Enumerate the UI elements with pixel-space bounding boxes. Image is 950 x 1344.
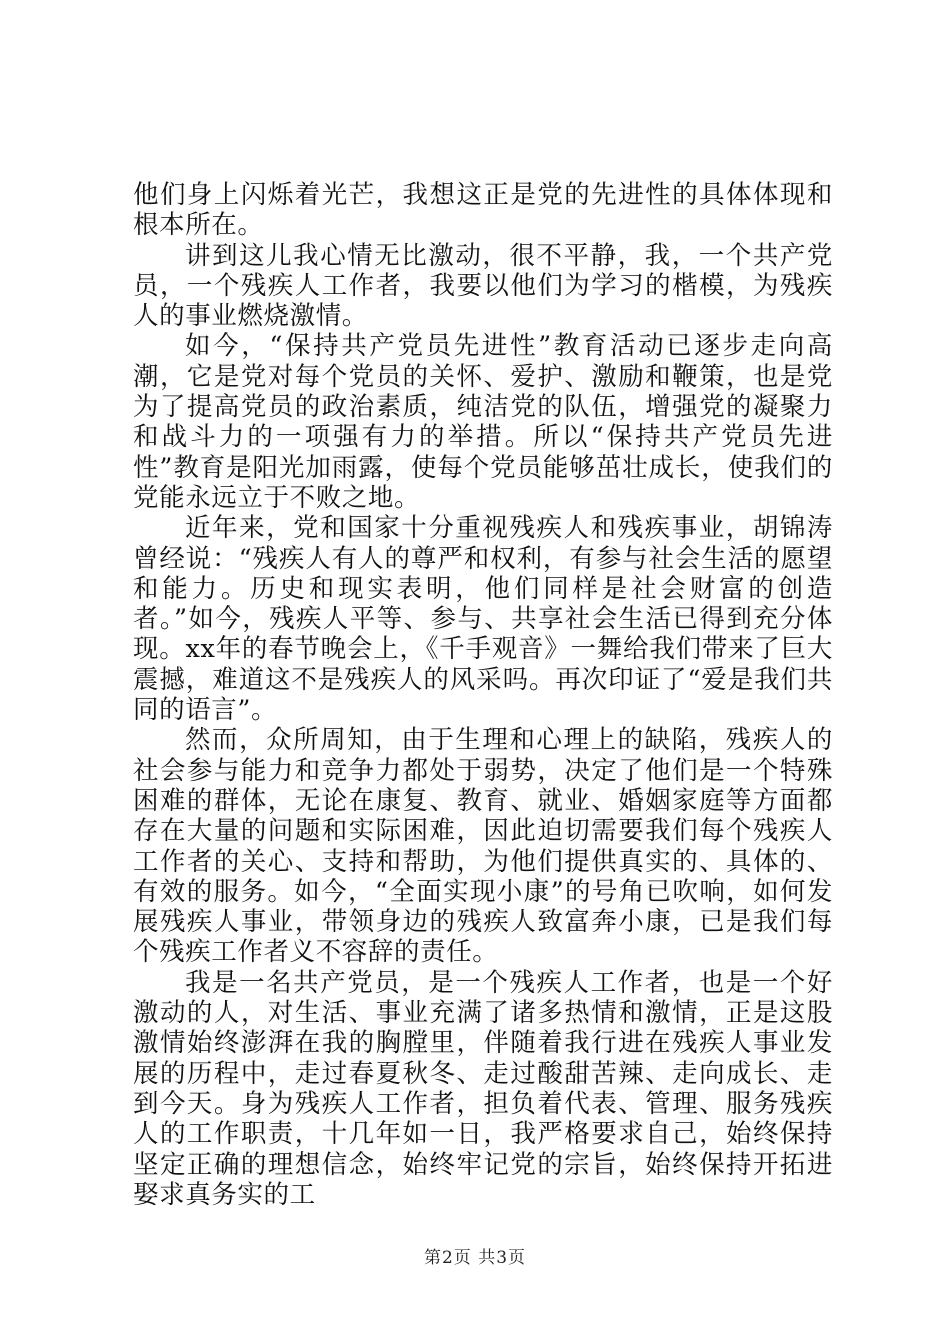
document-body	[133, 180, 833, 1210]
page-footer: 第2页 共3页	[423, 1248, 527, 1268]
paragraph-5: 然而，众所周知，由于生理和心理上的缺陷，残疾人的社会参与能力和竞争力都处于弱势，决定了他们是一个特殊困难的群体，无论在康复、教育、就业、婚姻家庭等方面都存在大量的问题和实际困难，因此迫切需要我们每个残疾人工作者的关心、支持和帮助，为他们提供真实的、具体的、有效的服务。如今，“全面实现小康”的号角已吹响，如何发展残疾人事业，带领身边的残疾人致富奔小康，已是我们每个残疾工作者义不容辞的责任。	[133, 725, 833, 968]
paragraph-6: 我是一名共产党员，是一个残疾人工作者，也是一个好激动的人，对生活、事业充满了诸多热情和激情，正是这股激情始终澎湃在我的胸膛里，伴随着我行进在残疾人事业发展的历程中，走过春夏秋冬、走过酸甜苦辣、走向成长、走到今天。身为残疾人工作者，担负着代表、管理、服务残疾人的工作职责，十几年如一日，我严格要求自己，始终保持坚定正确的理想信念，始终牢记党的宗旨，始终保持开拓进娶求真务实的工	[133, 967, 833, 1210]
paragraph-4: 近年来，党和国家十分重视残疾人和残疾事业，胡锦涛曾经说：“残疾人有人的尊严和权利，有参与社会生活的愿望和能力。历史和现实表明，他们同样是社会财富的创造者。”如今，残疾人平等、参与、共享社会生活已得到充分体现。xx年的春节晚会上，《千手观音》一舞给我们带来了巨大震撼，难道这不是残疾人的风采吗。再次印证了“爱是我们共同的语言”。	[133, 513, 833, 726]
paragraph-2: 讲到这儿我心情无比激动，很不平静，我，一个共产党员，一个残疾人工作者，我要以他们为学习的楷模，为残疾人的事业燃烧激情。	[133, 240, 833, 332]
paragraph-1: 他们身上闪烁着光芒，我想这正是党的先进性的具体体现和根本所在。	[133, 180, 833, 241]
paragraph-3: 如今，“保持共产党员先进性”教育活动已逐步走向高潮，它是党对每个党员的关怀、爱护、激励和鞭策，也是党为了提高党员的政治素质，纯洁党的队伍，增强党的凝聚力和战斗力的一项强有力的举措。所以“保持共产党员先进性”教育是阳光加雨露，使每个党员能够茁壮成长，使我们的党能永远立于不败之地。	[133, 331, 833, 513]
